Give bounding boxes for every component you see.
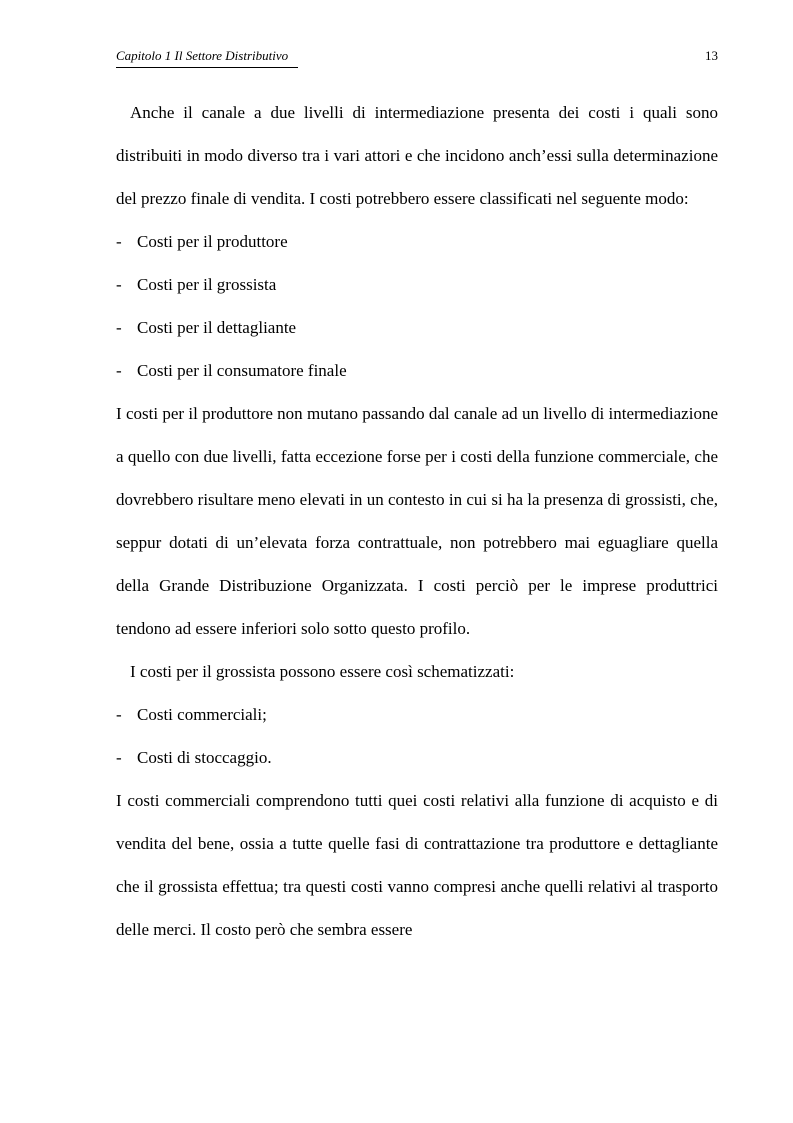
list-item: [116, 306, 718, 349]
chapter-title: Capitolo 1 Il Settore Distributivo: [116, 48, 289, 63]
list-item-text: Costi per il consumatore finale: [137, 361, 347, 380]
page-body: [116, 91, 718, 951]
dash-marker: -: [116, 748, 122, 767]
list-item: [116, 693, 718, 736]
paragraph-2: I costi per il produttore non mutano passando dal canale ad un livello di intermediazione a quello con due livelli, fatta eccezione forse per i costi della funzione commerciale, che dovrebbero risultare meno elevati in un contesto in cui si ha la presenza di grossisti, che, seppur dotati di un’elevata forza contrattuale, non potrebbero mai eguagliare quella della Grande Distribuzione Organizzata. I costi perciò per le imprese produttrici tendono ad essere inferiori solo sotto questo profilo.: [116, 404, 718, 638]
list-item: [116, 349, 718, 392]
paragraph-3: I costi per il grossista possono essere così schematizzati:: [130, 662, 515, 681]
list-item-text: Costi commerciali;: [137, 705, 267, 724]
dash-marker: -: [116, 361, 122, 380]
list-item: [116, 263, 718, 306]
page-header: [116, 47, 718, 71]
list-item-text: Costi per il produttore: [137, 232, 288, 251]
list-item: [116, 220, 718, 263]
list-item-text: Costi per il grossista: [137, 275, 277, 294]
page-number: 13: [705, 48, 718, 63]
list-item-text: Costi per il dettagliante: [137, 318, 297, 337]
paragraph-1: Anche il canale a due livelli di intermediazione presenta dei costi i quali sono distribuiti in modo diverso tra i vari attori e che incidono anch’essi sulla determinazione del prezzo finale di vendita. I costi potrebbero essere classificati nel seguente modo:: [116, 103, 718, 208]
dash-marker: -: [116, 275, 122, 294]
header-underline: [116, 67, 298, 68]
dash-marker: -: [116, 318, 122, 337]
dash-marker: -: [116, 705, 122, 724]
dash-marker: -: [116, 232, 122, 251]
list-item-text: Costi di stoccaggio.: [137, 748, 272, 767]
list-item: [116, 736, 718, 779]
paragraph-4: I costi commerciali comprendono tutti quei costi relativi alla funzione di acquisto e di vendita del bene, ossia a tutte quelle fasi di contrattazione tra produttore e dettagliante che il grossista effettua; tra questi costi vanno compresi anche quelli relativi al trasporto delle merci. Il costo però che sembra essere: [116, 791, 718, 939]
